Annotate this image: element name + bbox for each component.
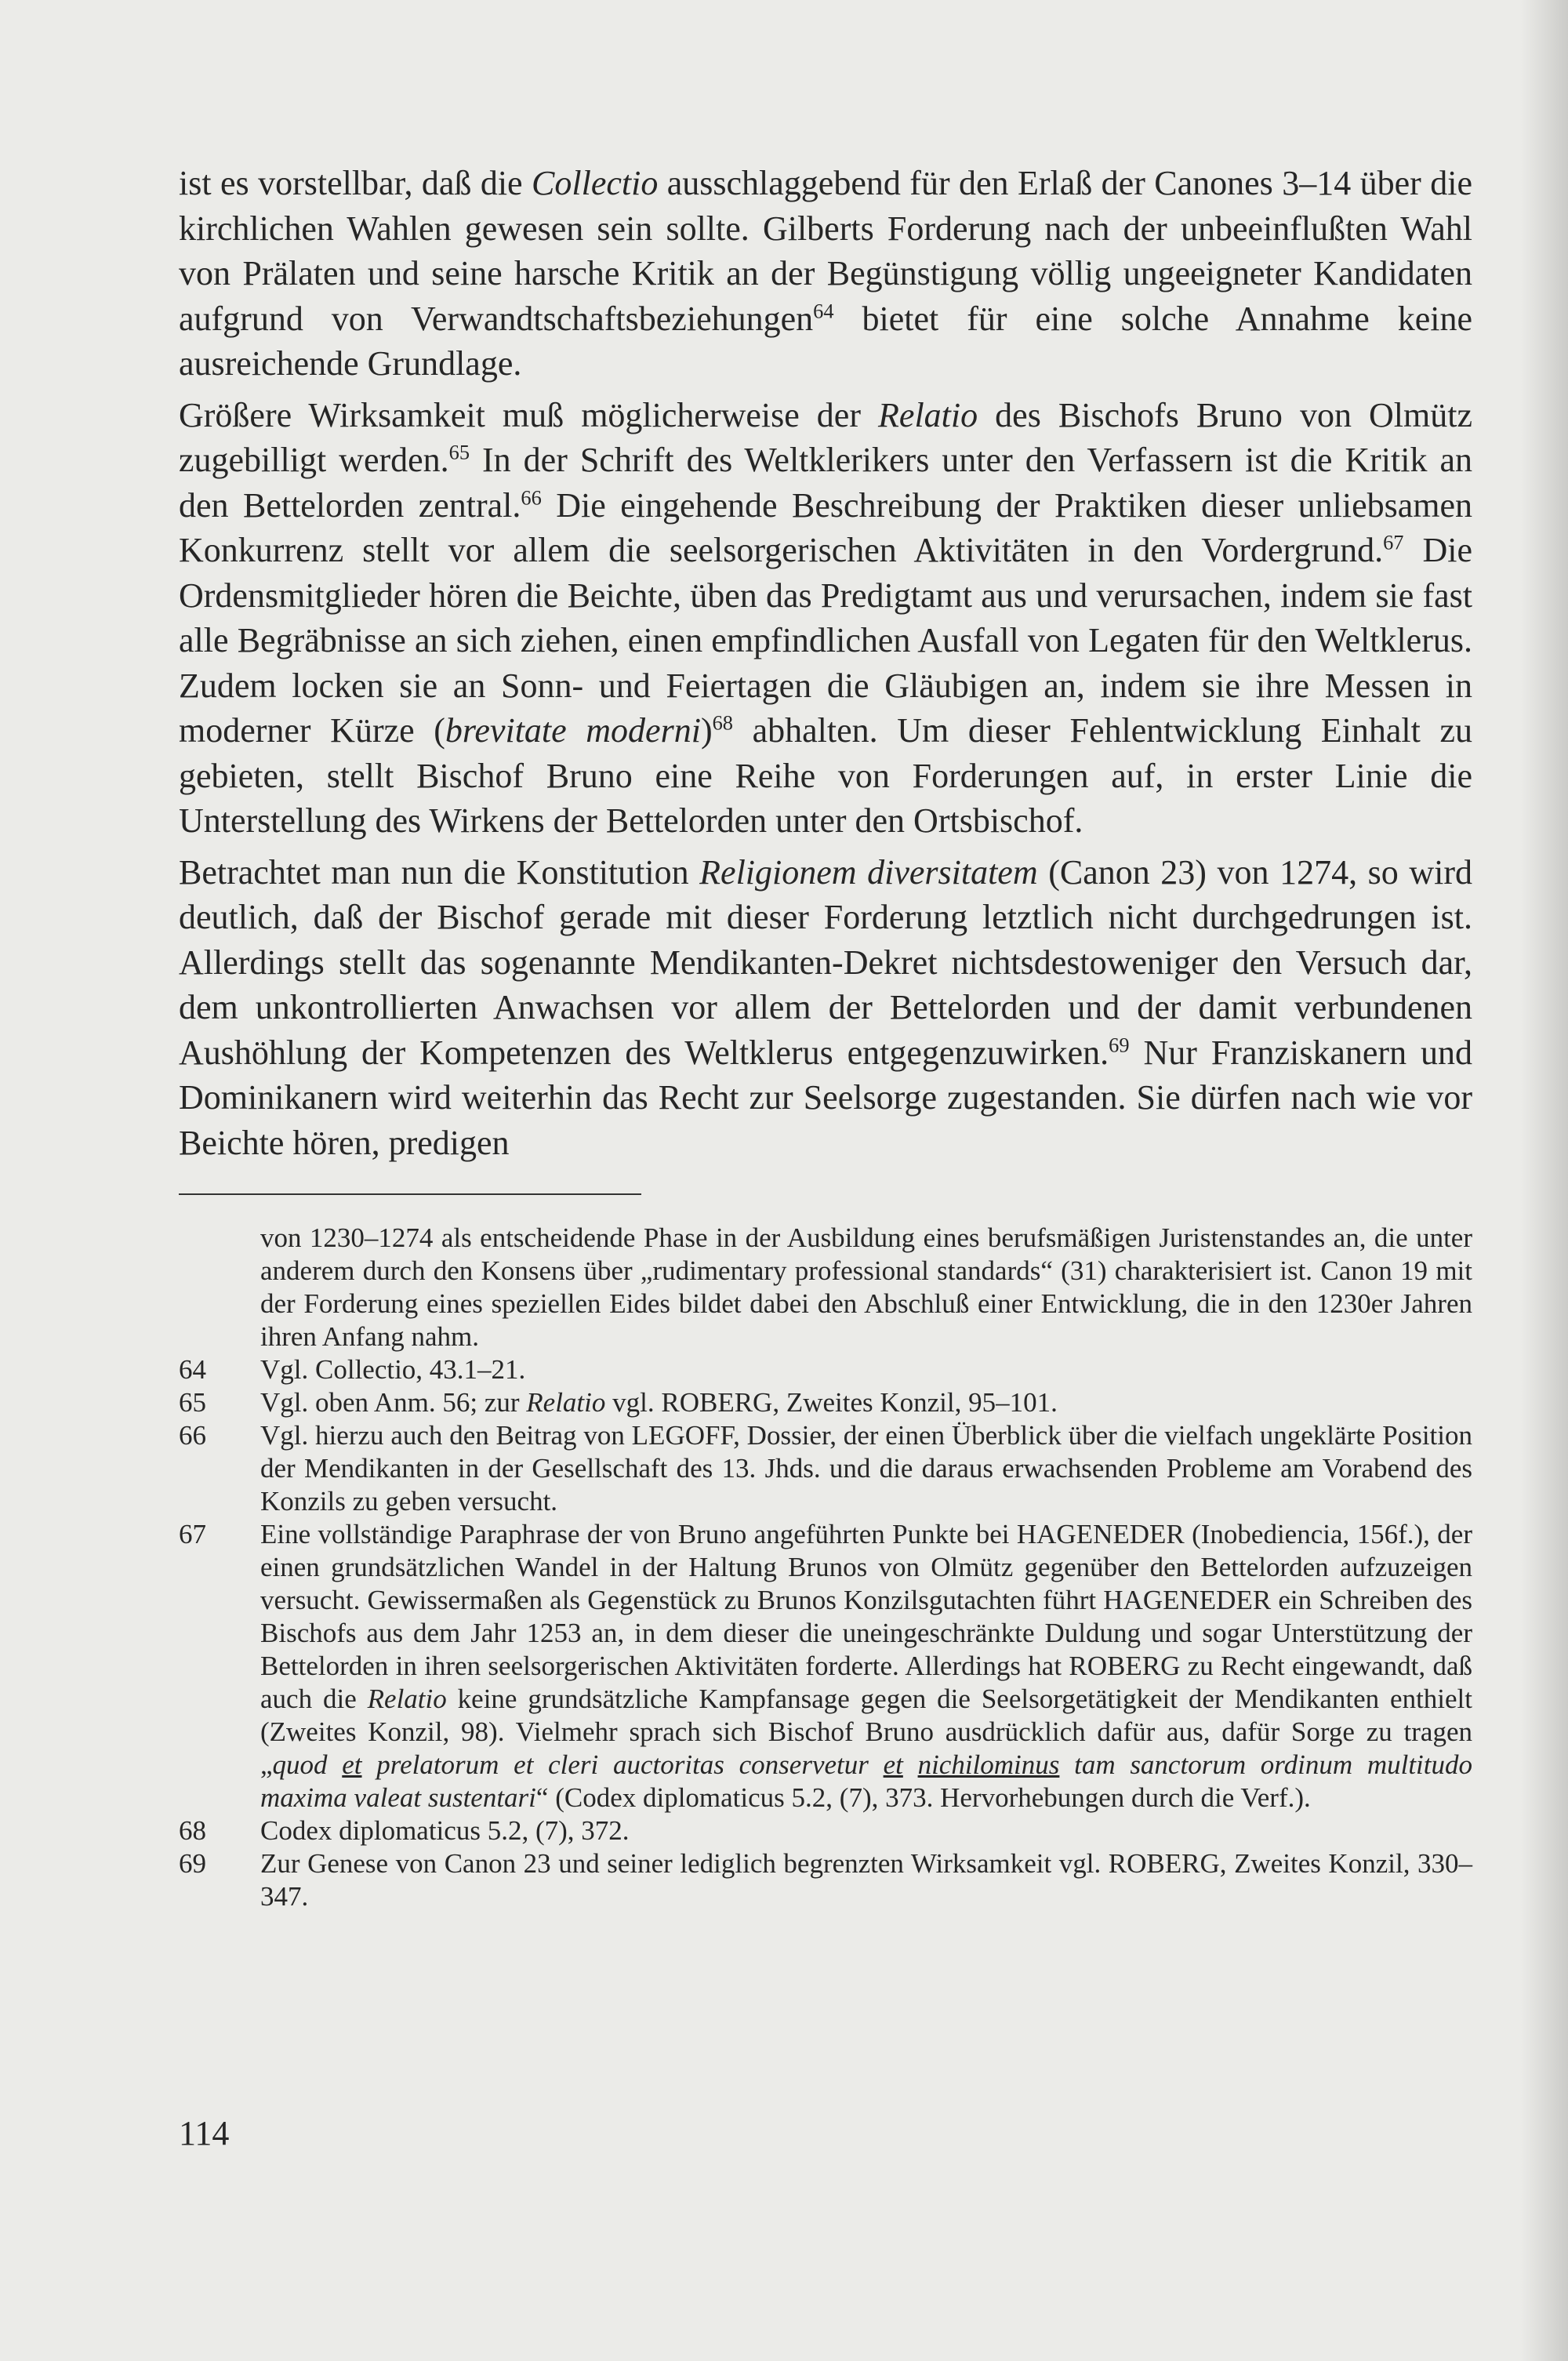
footnote-ref-66[interactable]: 66 — [521, 485, 542, 509]
footnote-divider — [179, 1193, 641, 1195]
footnote-66 — [179, 1419, 1472, 1518]
footnote-number: 68 — [179, 1815, 206, 1846]
footnote-number: 64 — [179, 1354, 206, 1385]
footnote-67 — [179, 1518, 1472, 1814]
footnote-ref-69[interactable]: 69 — [1109, 1032, 1130, 1056]
footnote-ref-65[interactable]: 65 — [448, 440, 470, 464]
footnote-text: Zur Genese von Canon 23 und seiner lediglich begrenzten Wirksamkeit vgl. ROBERG, Zweites Konzil, 330–347. — [260, 1848, 1472, 1912]
footnote-text: Vgl. Collectio, 43.1–21. — [260, 1354, 526, 1385]
footnotes — [179, 1222, 1472, 1913]
footnote-number: 66 — [179, 1420, 206, 1451]
footnote-text: Vgl. oben Anm. 56; zur Relatio vgl. ROBERG, Zweites Konzil, 95–101. — [260, 1387, 1058, 1418]
footnote-69 — [179, 1847, 1472, 1913]
footnote-continued: von 1230–1274 als entscheidende Phase in der Ausbildung eines berufsmäßigen Juristenstandes an, die unter anderem durch den Konsens über „rudimentary professional standards“ (31) charakterisiert ist. Canon 19 mit der Forderung eines speziellen Eides bildet dabei den Abschluß einer Entwicklung, die in den 1230er Jahren ihren Anfang nahm. — [260, 1222, 1472, 1352]
footnote-ref-68[interactable]: 68 — [712, 710, 733, 735]
footnote-68 — [179, 1814, 1472, 1847]
footnote-ref-64[interactable]: 64 — [813, 298, 834, 322]
footnote-ref-67[interactable]: 67 — [1383, 530, 1404, 554]
page-number: 114 — [179, 2114, 230, 2152]
footnote-number: 65 — [179, 1387, 206, 1418]
paragraph-1: ist es vorstellbar, daß die Collectio ausschlaggebend für den Erlaß der Canones 3–14 über die kirchlichen Wahlen gewesen sein sollte. Gilberts Forderung nach der unbeeinflußten Wahl von Prälaten und seine harsche Kritik an der Begünstigung völlig ungeeigneter Kandidaten aufgrund von Verwandtschaftsbeziehungen$^{64}$ bietet für eine solche Annahme keine ausreichende Grundlage. — [179, 164, 1473, 383]
book-page — [179, 161, 1472, 1913]
main-text — [179, 161, 1472, 1165]
footnote-65 — [179, 1386, 1472, 1419]
footnote-text: Vgl. hierzu auch den Beitrag von LEGOFF, Dossier, der einen Überblick über die vielfach ungeklärte Position der Mendikanten in der Gesellschaft des 13. Jhds. und die daraus erwachsenden Probleme am Vorabend des Konzils zu geben versucht. — [260, 1420, 1472, 1516]
footnote-text: Eine vollständige Paraphrase der von Bruno angeführten Punkte bei HAGENEDER (Inobediencia, 156f.), der einen grundsätzlichen Wandel in der Haltung Brunos von Olmütz gegenüber den Bettelorden aufzuzeigen versucht. Gewissermaßen als Gegenstück zu Brunos Konzilsgutachten führt HAGENEDER ein Schreiben des Bischofs aus dem Jahr 1253 an, in dem dieser die uneingeschränkte Duldung und sogar Unterstützung der Bettelorden in ihren seelsorgerischen Aktivitäten forderte. Allerdings hat ROBERG zu Recht eingewandt, daß auch die Relatio keine grundsätzliche Kampfansage gegen die Seelsorgetätigkeit der Mendikanten enthielt (Zweites Konzil, 98). Vielmehr sprach sich Bischof Bruno ausdrücklich dafür aus, dafür Sorge zu tragen „quod et prelatorum et cleri auctoritas conservetur et nichilominus tam sanctorum ordinum multitudo maxima valeat sustentari“ (Codex diplomaticus 5.2, (7), 373. Hervorhebungen durch die Verf.). — [260, 1519, 1473, 1813]
page-edge-shadow — [1521, 0, 1568, 2361]
footnote-number: 69 — [179, 1848, 206, 1879]
paragraph-3: Betrachtet man nun die Konstitution Religionem diversitatem (Canon 23) von 1274, so wird deutlich, daß der Bischof gerade mit dieser Forderung letztlich nicht durchgedrungen ist. Allerdings stellt das sogenannte Mendikanten-Dekret nichtsdestoweniger den Versuch dar, dem unkontrollierten Anwachsen vor allem der Bettelorden und der damit verbundenen Aushöhlung der Kompetenzen des Weltklerus entgegenzuwirken.$^{69}$ Nur Franziskanern und Dominikanern wird weiterhin das Recht zur Seelsorge zugestanden. Sie dürfen nach wie vor Beichte hören, predigen — [179, 852, 1473, 1162]
footnote-64 — [179, 1353, 1472, 1386]
footnote-number: 67 — [179, 1519, 206, 1549]
footnote-text: Codex diplomaticus 5.2, (7), 372. — [260, 1815, 630, 1846]
paragraph-2: Größere Wirksamkeit muß möglicherweise der Relatio des Bischofs Bruno von Olmütz zugebilligt werden.$^{65}$ In der Schrift des Weltklerikers unter den Verfassern ist die Kritik an den Bettelorden zentral.$^{66}$ Die eingehende Beschreibung der Praktiken dieser unliebsamen Konkurrenz stellt vor allem die seelsorgerischen Aktivitäten in den Vordergrund.$^{67}$ Die Ordensmitglieder hören die Beichte, üben das Predigtamt aus und verursachen, indem sie fast alle Begräbnisse an sich ziehen, einen empfindlichen Ausfall von Legaten für den Weltklerus. Zudem locken sie an Sonn- und Feiertagen die Gläubigen an, indem sie ihre Messen in moderner Kürze (brevitate moderni)$^{68}$ abhalten. Um dieser Fehlentwicklung Einhalt zu gebieten, stellt Bischof Bruno eine Reihe von Forderungen auf, in erster Linie die Unterstellung des Wirkens der Bettelorden unter den Ortsbischof. — [179, 395, 1473, 840]
